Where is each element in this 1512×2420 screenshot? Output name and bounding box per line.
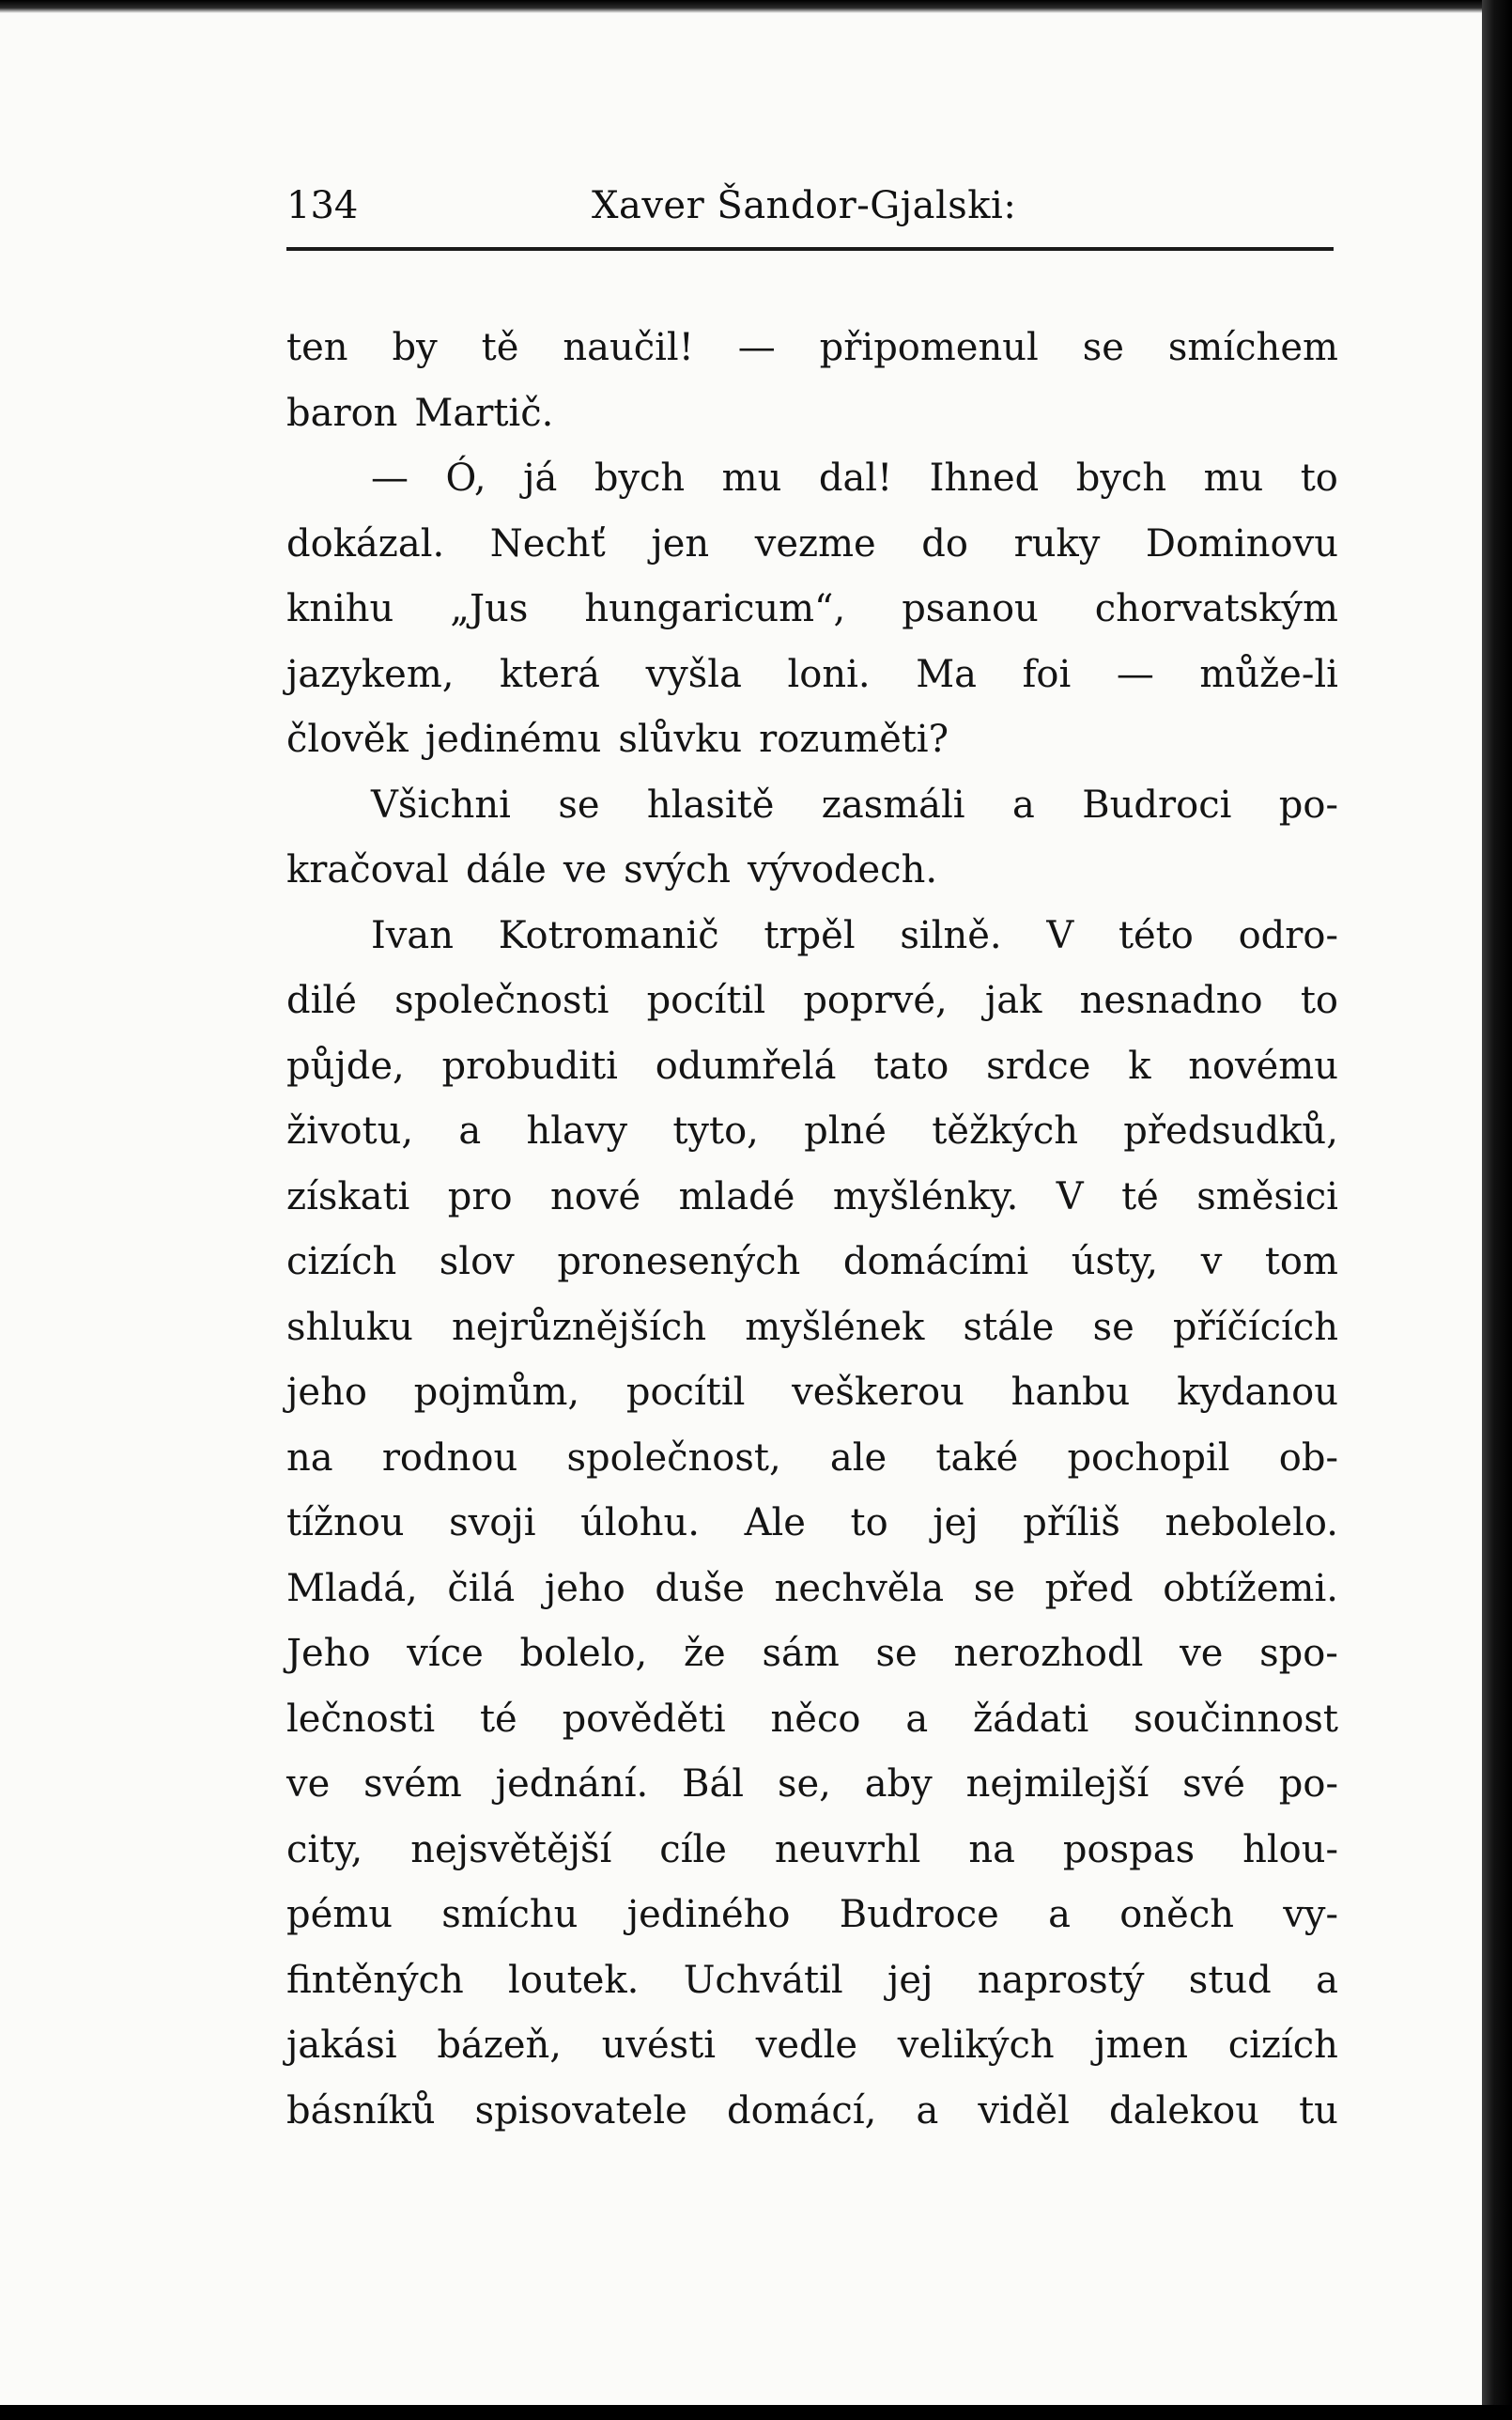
text-line: Jeho více bolelo, že sám se nerozhodl ve spo- <box>286 1632 1338 1675</box>
text-line: jakási bázeň, uvésti vedle velikých jmen cizích <box>286 2024 1338 2067</box>
scan-edge-right <box>1482 0 1512 2420</box>
text-line: jeho pojmům, pocítil veškerou hanbu kydanou <box>286 1371 1338 1414</box>
running-title: Xaver Šandor-Gjalski: <box>592 184 1017 227</box>
header-rule <box>286 247 1334 251</box>
text-line: knihu „Jus hungaricum“, psanou chorvatským <box>286 587 1338 630</box>
running-head <box>286 184 1334 237</box>
text-line: shluku nejrůznějších myšlének stále se příčících <box>286 1305 1338 1349</box>
text-line: na rodnou společnost, ale také pochopil ob- <box>286 1435 1338 1480</box>
text-line: básníků spisovatele domácí, a viděl dalekou tu <box>286 2088 1338 2133</box>
text-line: dilé společnosti pocítil poprvé, jak nesnadno to <box>286 979 1338 1022</box>
text-line: ten by tě naučil! — připomenul se smíchem <box>286 326 1338 369</box>
body-text <box>286 316 1338 2144</box>
text-line: Všichni se hlasitě zasmáli a Budroci po- <box>371 783 1338 827</box>
text-line: tížnou svoji úlohu. Ale to jej příliš nebolelo. <box>286 1501 1338 1544</box>
text-line: — Ó, já bych mu dal! Ihned bych mu to <box>371 457 1338 500</box>
text-line: člověk jedinému slůvku rozuměti? <box>286 718 949 761</box>
text-line: dokázal. Nechť jen vezme do ruky Dominovu <box>286 521 1338 566</box>
text-line: pému smíchu jediného Budroce a oněch vy- <box>286 1893 1338 1936</box>
text-line: fintěných loutek. Uchvátil jej naprostý stud a <box>286 1958 1338 2002</box>
text-line: city, nejsvětější cíle neuvrhl na pospas hlou- <box>286 1827 1338 1871</box>
text-line: jazykem, která vyšla loni. Ma foi — může-li <box>286 652 1338 696</box>
scan-edge-bottom <box>0 2405 1512 2420</box>
page-number: 134 <box>286 184 359 227</box>
text-line: baron Martič. <box>286 391 554 435</box>
text-line: Mladá, čilá jeho duše nechvěla se před obtížemi. <box>286 1566 1338 1610</box>
text-line: Ivan Kotromanič trpěl silně. V této odro- <box>371 913 1338 957</box>
text-line: získati pro nové mladé myšlénky. V té směsici <box>286 1174 1338 1218</box>
scan-edge-top <box>0 0 1512 13</box>
text-line: půjde, probuditi odumřelá tato srdce k novému <box>286 1044 1338 1088</box>
text-line: životu, a hlavy tyto, plné těžkých předsudků, <box>286 1109 1338 1153</box>
text-line: lečnosti té pověděti něco a žádati součinnost <box>286 1697 1338 1741</box>
text-line: ve svém jednání. Bál se, aby nejmilejší své po- <box>286 1762 1338 1806</box>
text-line: cizích slov pronesených domácími ústy, v tom <box>286 1240 1338 1283</box>
text-line: kračoval dále ve svých vývodech. <box>286 848 938 892</box>
